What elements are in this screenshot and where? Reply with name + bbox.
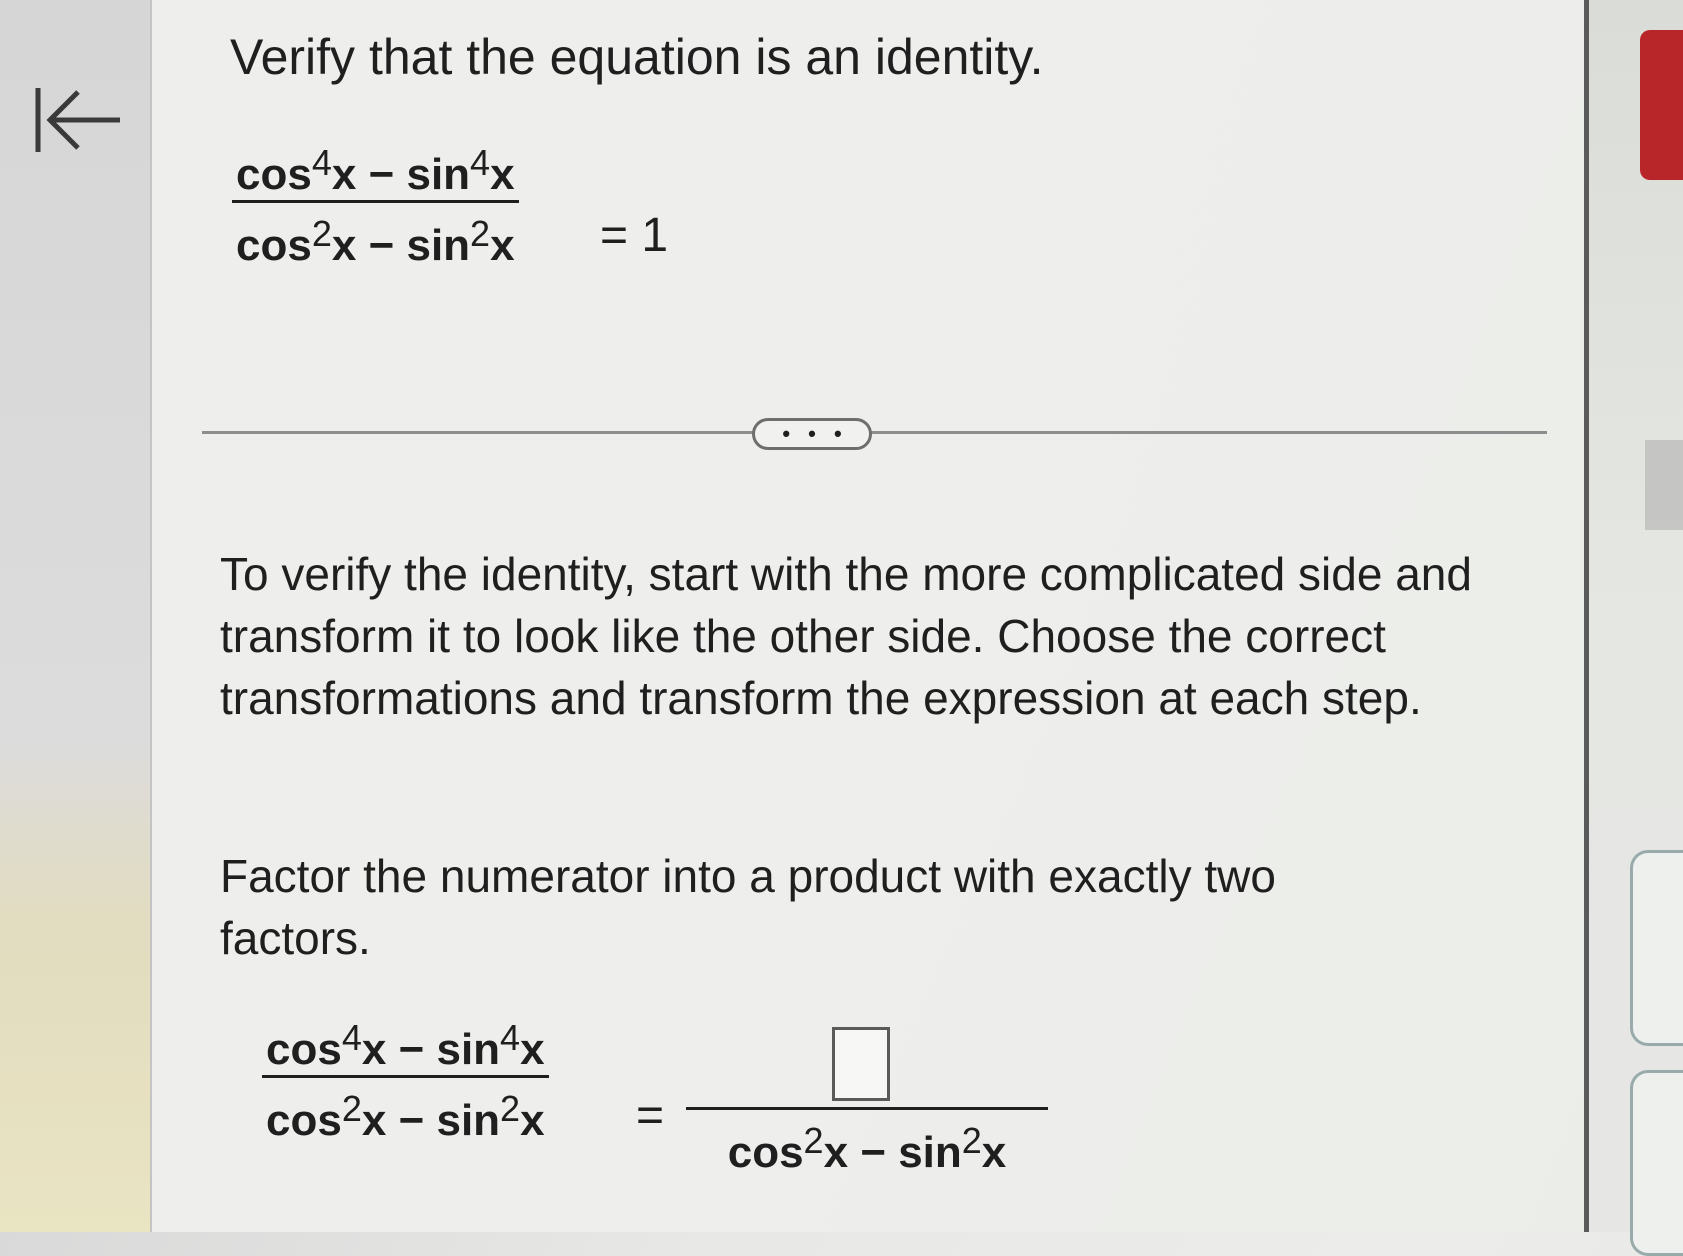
den-x: x (520, 1096, 545, 1145)
exponent: 4 (311, 142, 332, 183)
exponent: 2 (803, 1120, 824, 1161)
exponent: 2 (470, 213, 491, 254)
side-panel-fragment (1645, 440, 1683, 530)
left-strip (0, 0, 152, 1232)
den-cos: cos (266, 1096, 342, 1145)
exponent: 4 (500, 1017, 521, 1058)
instructions-text: To verify the identity, start with the more complicated side and transform it to look like the other side. Choose the correct transformations and transform the expression at each step. (220, 548, 1472, 724)
step-lhs-numerator (262, 1017, 549, 1075)
exponent: 2 (961, 1120, 982, 1161)
num-x: x (490, 150, 515, 199)
den-x: x (490, 221, 515, 270)
num-cos: cos (236, 150, 312, 199)
identity-rhs: = 1 (600, 209, 669, 262)
right-edge-panel (1584, 0, 1683, 1232)
step-equals-sign: = (636, 1089, 665, 1142)
step-prompt: Factor the numerator into a product with exactly two factors. (220, 850, 1276, 964)
red-side-tab[interactable] (1640, 30, 1683, 180)
fraction-bar (686, 1107, 1048, 1110)
den-x: x (981, 1128, 1007, 1177)
den-minus-sin: x − sin (331, 221, 471, 270)
den-cos: cos (727, 1128, 804, 1177)
side-card[interactable] (1630, 1070, 1683, 1256)
num-x: x (520, 1025, 545, 1074)
identity-denominator (232, 213, 519, 271)
identity-numerator (232, 142, 519, 200)
fraction-bar (262, 1075, 549, 1078)
den-minus-sin: x − sin (823, 1128, 962, 1177)
den-cos: cos (236, 221, 312, 270)
side-card[interactable] (1630, 850, 1683, 1046)
exponent: 2 (341, 1088, 362, 1129)
exponent: 2 (311, 213, 332, 254)
identity-fraction (232, 142, 519, 271)
expand-steps-button[interactable]: • • • (752, 418, 872, 450)
num-minus-sin: x − sin (361, 1025, 501, 1074)
step-lhs-denominator (262, 1088, 549, 1146)
num-cos: cos (266, 1025, 342, 1074)
back-to-start-arrow-icon[interactable] (30, 80, 125, 160)
step-rhs-fraction (686, 1027, 1048, 1178)
exponent: 4 (470, 142, 491, 183)
numerator-answer-box[interactable] (832, 1027, 890, 1101)
step-lhs-fraction (262, 1017, 549, 1146)
step-rhs-numerator (682, 1027, 1052, 1107)
fraction-bar (232, 200, 519, 203)
exponent: 4 (341, 1017, 362, 1058)
section-divider (202, 431, 1547, 434)
question-title: Verify that the equation is an identity. (230, 29, 1044, 85)
den-minus-sin: x − sin (361, 1096, 501, 1145)
exponent: 2 (500, 1088, 521, 1129)
num-minus-sin: x − sin (331, 150, 471, 199)
step-rhs-denominator (724, 1120, 1011, 1178)
